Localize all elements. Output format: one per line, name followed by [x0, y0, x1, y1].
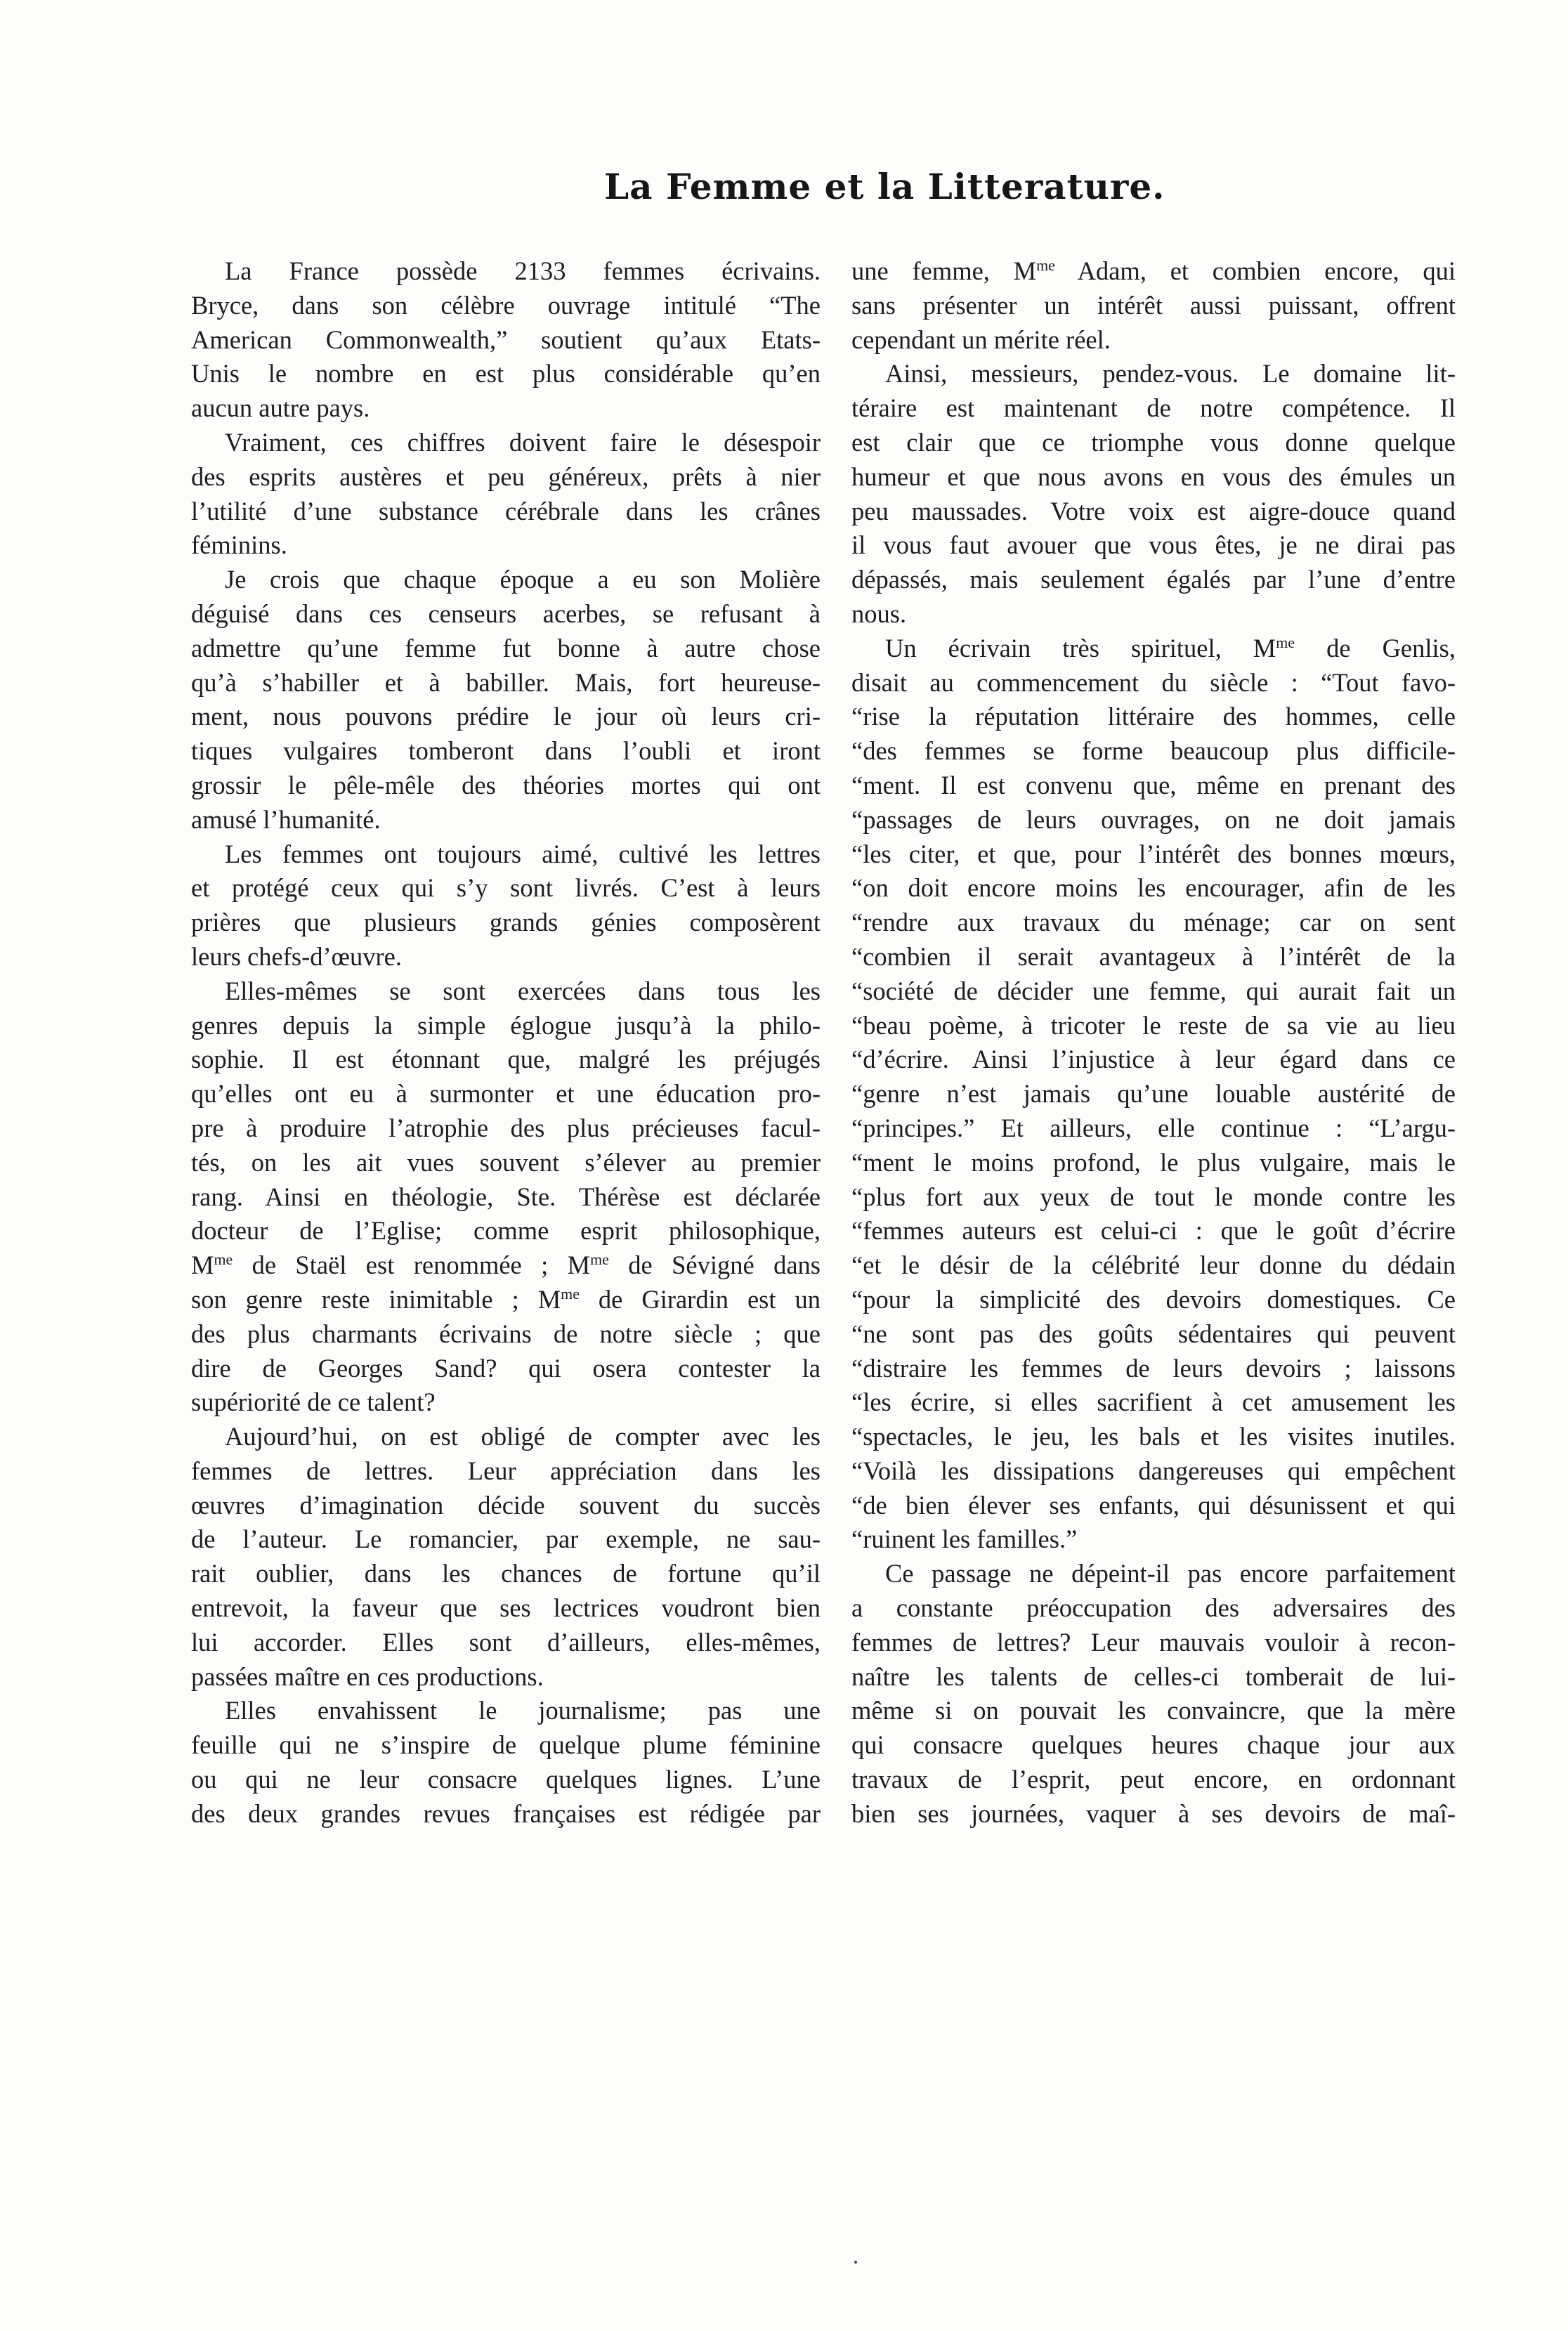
text-line: humeur et que nous avons en vous des émules un	[851, 462, 1456, 491]
right-paragraph	[851, 357, 1456, 631]
text-line: “femmes auteurs est celui-ci : que le goût d’écrire	[851, 1216, 1456, 1246]
text-line: qui consacre quelques heures chaque jour aux	[851, 1730, 1456, 1760]
text-line: admettre qu’une femme fut bonne à autre chose	[191, 633, 821, 662]
text-line: tiques vulgaires tomberont dans l’oubli et iront	[191, 736, 821, 766]
text-line: peu maussades. Votre voix est aigre-douce quand	[851, 496, 1456, 525]
text-line: “rise la réputation littéraire des hommes, celle	[851, 702, 1456, 731]
text-line: bien ses journées, vaquer à ses devoirs de maî-	[851, 1798, 1456, 1828]
text-line: sans présenter un intérêt aussi puissant, offrent	[851, 290, 1456, 320]
text-line: “de bien élever ses enfants, qui désunissent et qui	[851, 1490, 1456, 1520]
text-line: entrevoit, la faveur que ses lectrices voudront bien	[191, 1593, 821, 1623]
text-line: rang. Ainsi en théologie, Ste. Thérèse est déclarée	[191, 1182, 821, 1211]
text-line: il vous faut avouer que vous êtes, je ne dirai pas	[851, 530, 1456, 560]
text-line: Aujourd’hui, on est obligé de compter avec les	[225, 1422, 821, 1451]
text-line: une femme, $M^{me}$ Adam, et combien encore, qui	[851, 256, 1456, 285]
text-line: Les femmes ont toujours aimé, cultivé les lettres	[225, 839, 821, 868]
text-line: “principes.” Et ailleurs, elle continue : “L’argu-	[851, 1113, 1456, 1142]
left-paragraph	[191, 563, 821, 837]
text-line: est clair que ce triomphe vous donne quelque	[851, 427, 1456, 457]
page-mark	[854, 2261, 857, 2264]
text-line: “rendre aux travaux du ménage; car on sent	[851, 908, 1456, 937]
text-line: rait oublier, dans les chances de fortune qu’il	[191, 1559, 821, 1588]
text-line: dire de Georges Sand? qui osera contester la	[191, 1353, 821, 1383]
text-line: “pour la simplicité des devoirs domestiques. Ce	[851, 1284, 1456, 1314]
text-line: “ment. Il est convenu que, même en prenant des	[851, 770, 1456, 799]
text-line: cependant un mérite réel.	[851, 325, 1111, 354]
left-paragraph	[191, 974, 821, 1420]
text-line: amusé l’humanité.	[191, 804, 381, 834]
text-line: passées maître en ces productions.	[191, 1661, 544, 1691]
text-line: “ment le moins profond, le plus vulgaire, mais le	[851, 1147, 1456, 1177]
text-line: déguisé dans ces censeurs acerbes, se refusant à	[191, 599, 821, 628]
text-line: supériorité de ce talent?	[191, 1388, 436, 1417]
left-paragraph	[191, 254, 821, 426]
text-line: Bryce, dans son célèbre ouvrage intitulé “The	[191, 290, 821, 320]
right-paragraph	[851, 1557, 1456, 1831]
text-line: prières que plusieurs grands génies composèrent	[191, 908, 821, 937]
text-line: a constante préoccupation des adversaires des	[851, 1593, 1456, 1623]
left-paragraph	[191, 426, 821, 563]
text-line: genres depuis la simple églogue jusqu’à la philo-	[191, 1010, 821, 1040]
text-line: “combien il serait avantageux à l’intérêt de la	[851, 941, 1456, 971]
left-paragraph	[191, 1420, 821, 1694]
text-line: “ruinent les familles.”	[851, 1524, 1078, 1554]
text-line: sophie. Il est étonnant que, malgré les préjugés	[191, 1045, 821, 1074]
text-line: son genre reste inimitable ; $M^{me}$ de Girardin est un	[191, 1284, 821, 1314]
text-line: “des femmes se forme beaucoup plus difficile-	[851, 736, 1456, 766]
text-line: “spectacles, le jeu, les bals et les visites inutiles.	[851, 1422, 1456, 1451]
text-line: Elles envahissent le journalisme; pas une	[225, 1696, 821, 1725]
article-title: La Femme et la Litterature.	[604, 166, 1165, 207]
left-paragraph	[191, 1694, 821, 1831]
text-line: pre à produire l’atrophie des plus précieuses facul-	[191, 1113, 821, 1142]
text-line: féminins.	[191, 530, 287, 560]
text-line: grossir le pêle-mêle des théories mortes qui ont	[191, 770, 821, 799]
left-column	[191, 254, 821, 1832]
text-line: “plus fort aux yeux de tout le monde contre les	[851, 1182, 1456, 1211]
text-line: aucun autre pays.	[191, 393, 370, 423]
text-line: “passages de leurs ouvrages, on ne doit jamais	[851, 804, 1456, 834]
text-line: des deux grandes revues françaises est rédigée par	[191, 1798, 821, 1828]
text-line: tés, on les ait vues souvent s’élever au premier	[191, 1147, 821, 1177]
text-line: $M^{me}$ de Staël est renommée ; $M^{me}$ de Sévigné dans	[191, 1250, 821, 1280]
text-line: l’utilité d’une substance cérébrale dans les crânes	[191, 496, 821, 525]
text-line: naître les talents de celles-ci tomberait de lui-	[851, 1661, 1456, 1691]
text-line: La France possède 2133 femmes écrivains.	[225, 256, 821, 285]
text-line: “beau poème, à tricoter le reste de sa vie au lieu	[851, 1010, 1456, 1040]
text-line: femmes de lettres. Leur appréciation dans les	[191, 1456, 821, 1485]
text-line: qu’à s’habiller et à babiller. Mais, fort heureuse-	[191, 667, 821, 697]
text-line: “les écrire, si elles sacrifient à cet amusement les	[851, 1388, 1456, 1417]
text-line: Elles-mêmes se sont exercées dans tous les	[225, 976, 821, 1005]
text-line: Ce passage ne dépeint-il pas encore parfaitement	[885, 1559, 1456, 1588]
text-line: téraire est maintenant de notre compétence. Il	[851, 393, 1456, 423]
text-line: qu’elles ont eu à surmonter et une éducation pro-	[191, 1079, 821, 1109]
text-line: dépassés, mais seulement égalés par l’une d’entre	[851, 565, 1456, 594]
text-line: des plus charmants écrivains de notre siècle ; que	[191, 1319, 821, 1348]
text-line: Je crois que chaque époque a eu son Molière	[225, 565, 821, 594]
text-line: American Commonwealth,” soutient qu’aux Etats-	[191, 325, 821, 354]
text-line: nous.	[851, 599, 907, 628]
left-paragraph	[191, 837, 821, 974]
text-line: ment, nous pouvons prédire le jour où leurs cri-	[191, 702, 821, 731]
text-line: “ne sont pas des goûts sédentaires qui peuvent	[851, 1319, 1456, 1348]
text-line: disait au commencement du siècle : “Tout favo-	[851, 667, 1456, 697]
text-line: lui accorder. Elles sont d’ailleurs, elles-mêmes,	[191, 1627, 821, 1657]
text-line: feuille qui ne s’inspire de quelque plume féminine	[191, 1730, 821, 1760]
right-paragraph	[851, 632, 1456, 1558]
text-line: “distraire les femmes de leurs devoirs ; laissons	[851, 1353, 1456, 1383]
text-line: “on doit encore moins les encourager, afin de les	[851, 873, 1456, 903]
text-line: docteur de l’Eglise; comme esprit philosophique,	[191, 1216, 821, 1246]
text-line: Vraiment, ces chiffres doivent faire le désespoir	[225, 427, 821, 457]
text-line: Un écrivain très spirituel, $M^{me}$ de Genlis,	[885, 633, 1456, 662]
text-line: “société de décider une femme, qui aurait fait un	[851, 976, 1456, 1005]
text-line: travaux de l’esprit, peut encore, en ordonnant	[851, 1765, 1456, 1794]
text-line: “les citer, et que, pour l’intérêt des bonnes mœurs,	[851, 839, 1456, 868]
text-line: “et le désir de la célébrité leur donne du dédain	[851, 1251, 1456, 1280]
text-line: femmes de lettres? Leur mauvais vouloir à recon-	[851, 1627, 1456, 1657]
text-line: Ainsi, messieurs, pendez-vous. Le domaine lit-	[885, 359, 1456, 388]
text-line: même si on pouvait les convaincre, que la mère	[851, 1696, 1456, 1725]
text-line: de l’auteur. Le romancier, par exemple, ne sau-	[191, 1524, 821, 1554]
text-line: Unis le nombre en est plus considérable qu’en	[191, 359, 821, 388]
text-line: ou qui ne leur consacre quelques lignes. L’une	[191, 1765, 821, 1794]
right-column	[851, 254, 1456, 1832]
text-line: œuvres d’imagination décide souvent du succès	[191, 1490, 821, 1520]
text-line: “genre n’est jamais qu’une louable austérité de	[851, 1079, 1456, 1109]
text-line: “d’écrire. Ainsi l’injustice à leur égard dans ce	[851, 1045, 1456, 1074]
right-paragraph	[851, 254, 1456, 357]
text-line: “Voilà les dissipations dangereuses qui empêchent	[851, 1456, 1456, 1485]
text-line: et protégé ceux qui s’y sont livrés. C’est à leurs	[191, 873, 821, 903]
text-line: leurs chefs-d’œuvre.	[191, 941, 402, 971]
text-line: des esprits austères et peu généreux, prêts à nier	[191, 462, 821, 491]
